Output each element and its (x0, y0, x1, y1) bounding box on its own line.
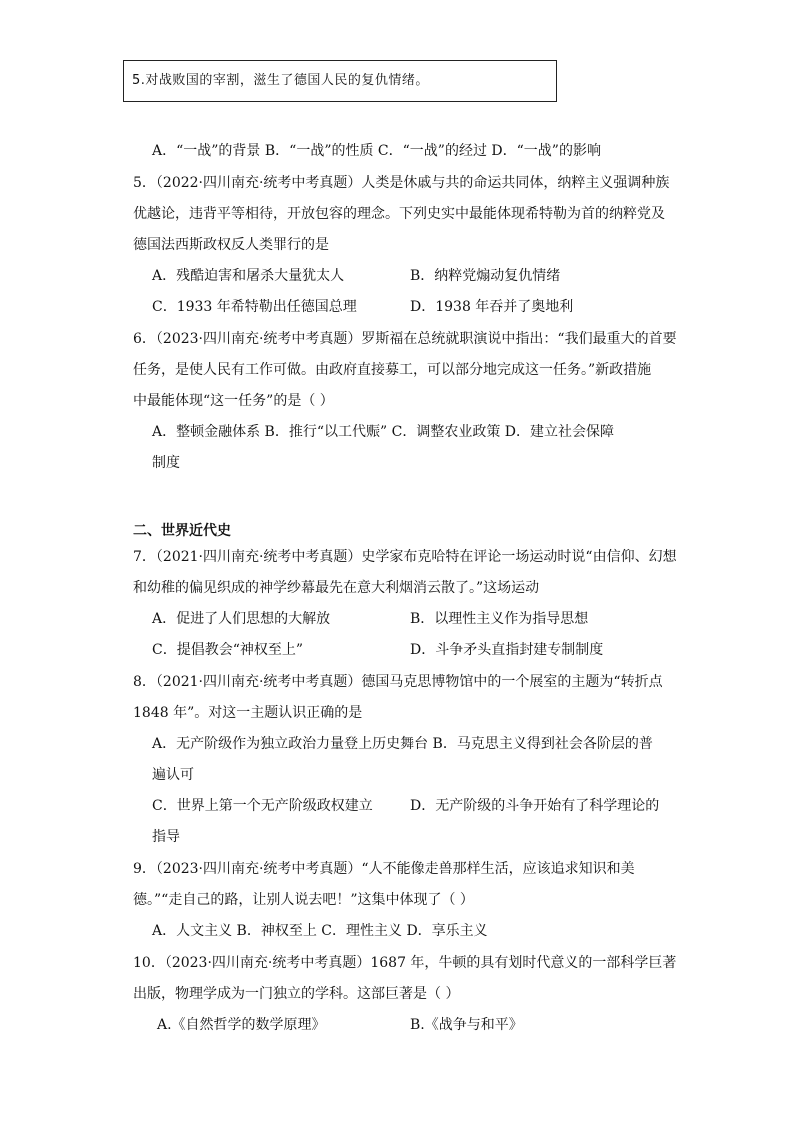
q6-options[interactable]: A．整顿金融体系 B．推行“以工代赈” C．调整农业政策 D．建立社会保障 (152, 424, 614, 440)
q7-option-d[interactable]: D．斗争矛头直指封建专制制度 (410, 642, 604, 658)
q5-stem-line-2: 优越论，违背平等相待，开放包容的理念。下列史实中最能体现希特勒为首的纳粹党及 (133, 206, 665, 222)
q4-options: A．“一战”的背景 B．“一战”的性质 C．“一战”的经过 D．“一战”的影响 (152, 143, 601, 159)
q9-stem-line-1: 9．（2023·四川南充·统考中考真题）“人不能像走兽那样生活，应该追求知识和美 (133, 861, 635, 877)
q5-option-d[interactable]: D．1938 年吞并了奥地利 (410, 299, 574, 315)
q7-option-a[interactable]: A．促进了人们思想的大解放 (152, 611, 331, 627)
q10-option-a[interactable]: A.《自然哲学的数学原理》 (157, 1017, 326, 1033)
q10-option-b[interactable]: B.《战争与和平》 (410, 1017, 523, 1033)
q8-stem-line-1: 8．（2021·四川南充·统考中考真题）德国马克思博物馆中的一个展室的主题为“转折点 (133, 674, 663, 690)
q5-option-c[interactable]: C．1933 年希特勒出任德国总理 (152, 299, 357, 315)
section-heading: 二、世界近代史 (133, 523, 231, 539)
q6-option-d-cont: 制度 (152, 455, 180, 471)
q8-option-d[interactable]: D．无产阶级的斗争开始有了科学理论的 (410, 798, 660, 814)
q8-option-d-cont: 指导 (152, 829, 180, 845)
q6-stem-line-1: 6．（2023·四川南充·统考中考真题）罗斯福在总统就职演说中指出：“我们最重大的首要 (133, 331, 677, 347)
q8-stem-line-2: 1848 年”。对这一主题认识正确的是 (133, 705, 363, 721)
q8-options-a-b[interactable]: A．无产阶级作为独立政治力量登上历史舞台 B．马克思主义得到社会各阶层的普 (152, 736, 653, 752)
q7-option-b[interactable]: B．以理性主义作为指导思想 (410, 611, 589, 627)
quote-box: 5.对战败国的宰割，滋生了德国人民的复仇情绪。 (123, 60, 557, 102)
q10-stem-line-2: 出版，物理学成为一门独立的学科。这部巨著是（ ） (133, 986, 460, 1002)
q5-option-a[interactable]: A．残酷迫害和屠杀大量犹太人 (152, 268, 345, 284)
q5-option-b[interactable]: B．纳粹党煽动复仇情绪 (410, 268, 561, 284)
q9-options[interactable]: A．人文主义 B．神权至上 C．理性主义 D．享乐主义 (152, 923, 488, 939)
q5-stem-line-3: 德国法西斯政权反人类罪行的是 (133, 237, 329, 253)
q7-option-c[interactable]: C．提倡教会“神权至上” (152, 642, 304, 658)
q6-stem-line-2: 任务，是使人民有工作可做。由政府直接募工，可以部分地完成这一任务。”新政措施 (133, 362, 652, 378)
q6-stem-line-3: 中最能体现“这一任务”的是（ ） (133, 393, 334, 409)
q7-stem-line-1: 7．（2021·四川南充·统考中考真题）史学家布克哈特在评论一场运动时说“由信仰、幻想 (133, 549, 677, 565)
q10-stem-line-1: 10．（2023·四川南充·统考中考真题）1687 年，牛顿的具有划时代意义的一部科学巨著 (133, 955, 677, 971)
q8-option-b-cont: 遍认可 (152, 767, 194, 783)
q5-stem-line-1: 5．（2022·四川南充·统考中考真题）人类是休戚与共的命运共同体，纳粹主义强调种族 (133, 175, 670, 191)
q9-stem-line-2: 德。”“走自己的路，让别人说去吧！”这集中体现了（ ） (133, 892, 474, 908)
q8-option-c[interactable]: C．世界上第一个无产阶级政权建立 (152, 798, 373, 814)
q7-stem-line-2: 和幼稚的偏见织成的神学纱幕最先在意大利烟消云散了。”这场运动 (133, 580, 540, 596)
